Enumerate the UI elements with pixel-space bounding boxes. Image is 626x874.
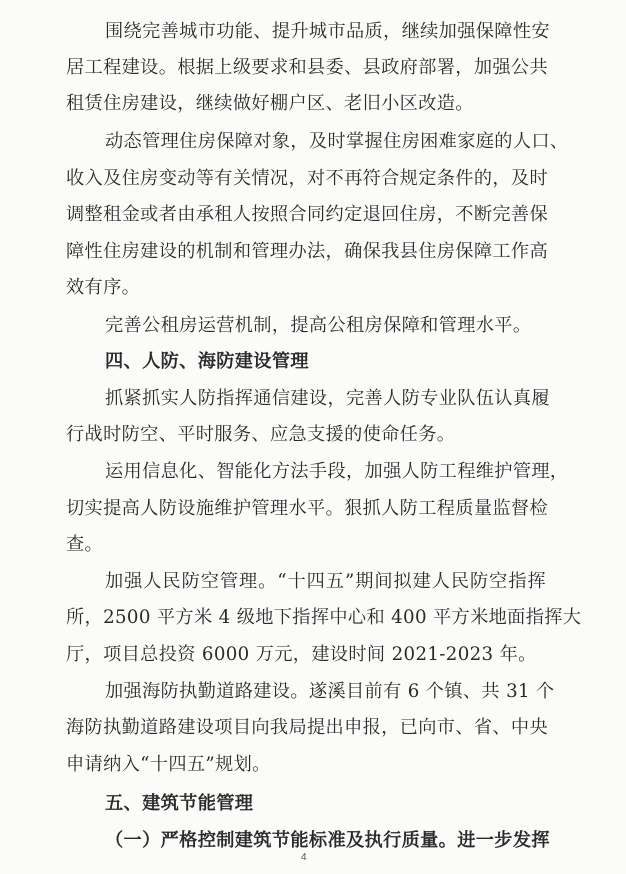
paragraph-line: 障性住房建设的机制和管理办法，确保我县住房保障工作高 [66,241,548,262]
paragraph-line: 效有序。 [66,277,141,298]
paragraph-line: 居工程建设。根据上级要求和县委、县政府部署，加强公共 [66,57,548,78]
paragraph-line: 围绕完善城市功能、提升城市品质，继续加强保障性安 [105,21,550,42]
page-number: 4 [301,852,307,863]
paragraph-line: 收入及住房变动等有关情况，对不再符合规定条件的，及时 [66,168,548,189]
section-heading: 五、建筑节能管理 [105,793,254,814]
paragraph-line: 申请纳入“十四五”规划。 [66,754,271,775]
paragraph-line: 运用信息化、智能化方法手段，加强人防工程维护管理， [105,461,569,482]
paragraph-line: 查。 [66,534,104,555]
paragraph-line: 行战时防空、平时服务、应急支援的使命任务。 [66,424,456,445]
paragraph-line: 海防执勤道路建设项目向我局提出申报，已向市、省、中央 [66,717,548,738]
paragraph-line: （一）严格控制建筑节能标准及执行质量。进一步发挥 [105,830,550,851]
paragraph-line: 加强海防执勤道路建设。遂溪目前有 6 个镇、共 31 个 [105,681,555,702]
paragraph-line: 动态管理住房保障对象，及时掌握住房困难家庭的人口、 [105,131,569,152]
section-heading: 四、人防、海防建设管理 [105,351,309,372]
paragraph-line: 厅，项目总投资 6000 万元，建设时间 2021-2023 年。 [66,644,537,665]
paragraph-line: 切实提高人防设施维护管理水平。狠抓人防工程质量监督检 [66,498,548,519]
paragraph-line: 抓紧抓实人防指挥通信建设，完善人防专业队伍认真履 [105,388,550,409]
paragraph-line: 租赁住房建设，继续做好棚户区、老旧小区改造。 [66,93,474,114]
paragraph-line: 完善公租房运营机制，提高公租房保障和管理水平。 [105,315,532,336]
paragraph-line: 调整租金或者由承租人按照合同约定退回住房，不断完善保 [66,204,548,225]
paragraph-line: 所，2500 平方米 4 级地下指挥中心和 400 平方米地面指挥大 [66,607,582,628]
paragraph-line: 加强人民防空管理。“十四五”期间拟建人民防空指挥 [105,571,546,592]
